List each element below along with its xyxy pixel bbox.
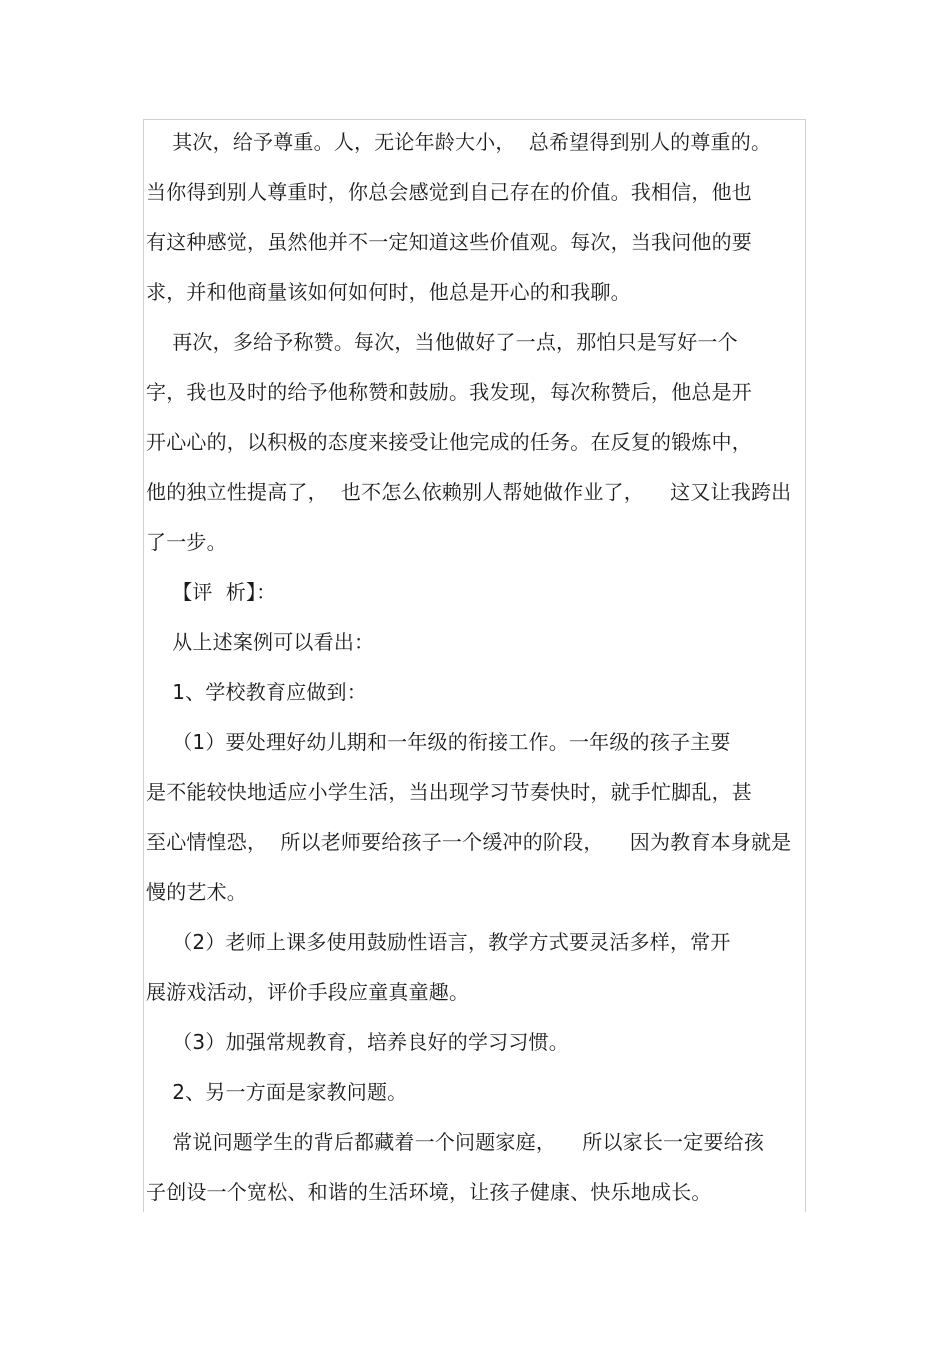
text-line: 从上述案例可以看出： <box>146 630 375 654</box>
text-line: 他的独立性提高了， 也不怎么依赖别人帮她做作业了， 这又让我跨出 <box>146 480 792 504</box>
text-line: 再次，多给予称赞。每次，当他做好了一点，那怕只是写好一个 <box>146 330 738 354</box>
text-line: 求，并和他商量该如何如何时，他总是开心的和我聊。 <box>146 280 631 304</box>
text-line: 子创设一个宽松、和谐的生活环境，让孩子健康、快乐地成长。 <box>146 1180 712 1204</box>
text-line: （3）加强常规教育，培养良好的学习习惯。 <box>146 1030 569 1054</box>
text-line: 是不能较快地适应小学生活，当出现学习节奏快时，就手忙脚乱，甚 <box>146 780 752 804</box>
text-line: 当你得到别人尊重时，你总会感觉到自己存在的价值。我相信，他也 <box>146 180 752 204</box>
text-line: 开心心的，以积极的态度来接受让他完成的任务。在反复的锻炼中， <box>146 430 752 454</box>
text-line: 了一步。 <box>146 530 227 554</box>
text-line: 1、学校教育应做到： <box>146 680 367 704</box>
text-line: 慢的艺术。 <box>146 880 247 904</box>
text-line: 至心情惶恐， 所以老师要给孩子一个缓冲的阶段， 因为教育本身就是 <box>146 830 792 854</box>
text-line: 其次，给予尊重。人，无论年龄大小， 总希望得到别人的尊重的。 <box>146 130 772 154</box>
text-line: 有这种感觉，虽然他并不一定知道这些价值观。每次，当我问他的要 <box>146 230 752 254</box>
text-line: 2、另一方面是家教问题。 <box>146 1080 408 1104</box>
text-line: 字，我也及时的给予他称赞和鼓励。我发现，每次称赞后，他总是开 <box>146 380 752 404</box>
text-line: （1）要处理好幼儿期和一年级的衔接工作。一年级的孩子主要 <box>146 730 731 754</box>
text-line: 展游戏活动，评价手段应童真童趣。 <box>146 980 470 1004</box>
section-heading: 【评 析】： <box>146 580 277 604</box>
text-line: （2）老师上课多使用鼓励性语言，教学方式要灵活多样，常开 <box>146 930 731 954</box>
text-line: 常说问题学生的背后都藏着一个问题家庭， 所以家长一定要给孩 <box>146 1130 765 1154</box>
